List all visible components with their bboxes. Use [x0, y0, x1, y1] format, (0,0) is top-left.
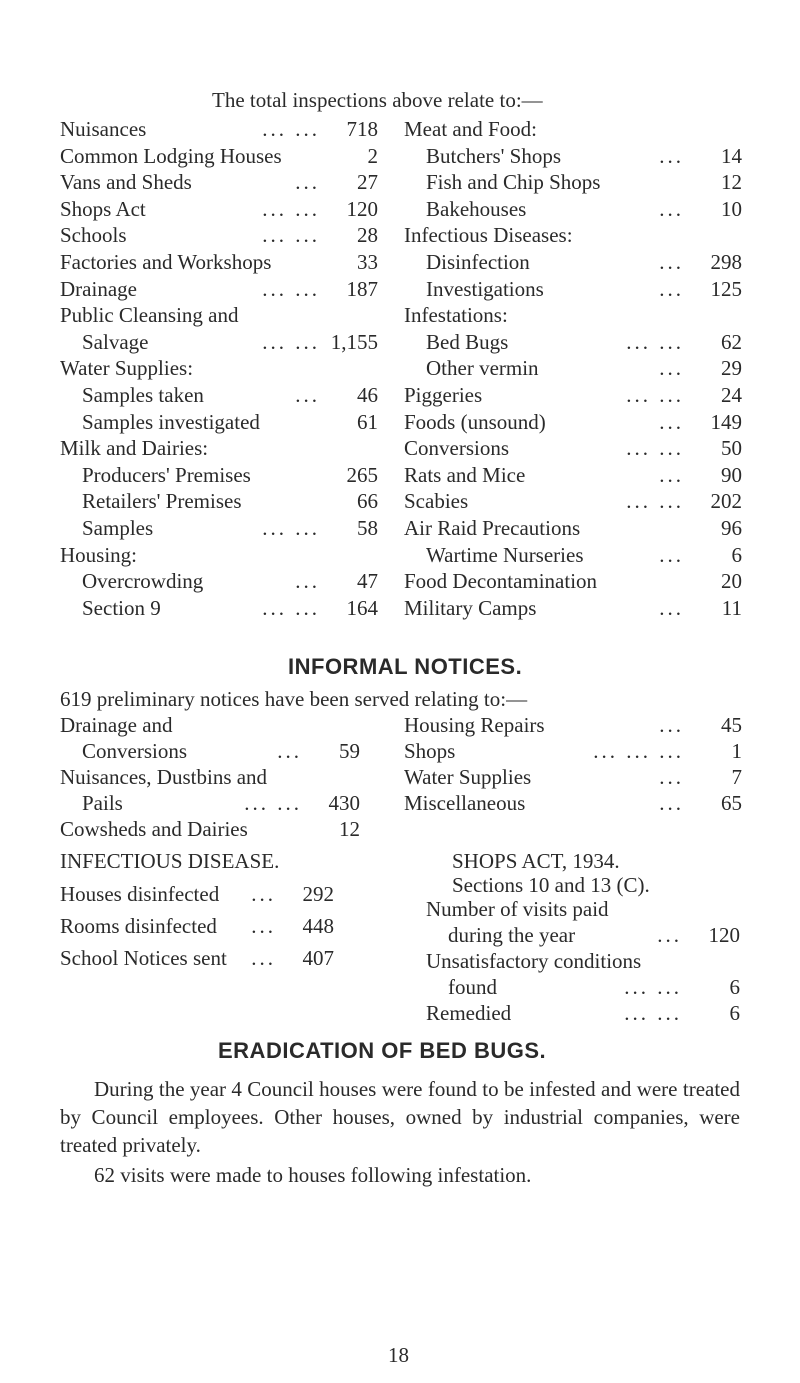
- item-value: 27: [357, 170, 378, 195]
- leader-dots: ...: [295, 170, 320, 195]
- list-item: [60, 488, 378, 515]
- item-label: Bakehouses: [426, 196, 527, 221]
- leader-dots: ... ...: [624, 1001, 682, 1025]
- list-item: [60, 878, 334, 910]
- list-item: [60, 816, 360, 842]
- item-value: 265: [346, 462, 378, 487]
- list-item: [60, 249, 378, 276]
- item-value: 292: [302, 882, 334, 906]
- item-label: Air Raid Precautions: [404, 515, 581, 540]
- item-value: 187: [346, 276, 378, 301]
- bed-bugs-paragraph-1: During the year 4 Council houses were found to be infested and were treated by Council employees. Other houses, owned by industrial companies, were treated privately.: [60, 1077, 740, 1157]
- item-value: 28: [357, 223, 378, 248]
- leader-dots: ...: [295, 569, 320, 594]
- item-label: Shops: [404, 739, 456, 763]
- item-value: 407: [302, 946, 334, 970]
- item-value: 6: [729, 975, 740, 999]
- list-item: [60, 910, 334, 942]
- leader-dots: ...: [659, 276, 684, 301]
- item-label: Section 9: [82, 595, 161, 620]
- item-value: 718: [346, 117, 378, 141]
- leader-dots: ...: [251, 882, 276, 906]
- item-label: Overcrowding: [82, 569, 204, 594]
- item-label: Military Camps: [404, 595, 537, 620]
- item-value: 90: [721, 462, 742, 487]
- item-label: Other vermin: [426, 356, 539, 381]
- item-value: 149: [710, 409, 742, 434]
- item-label: Producers' Premises: [82, 462, 251, 487]
- item-label: Drainage and: [60, 713, 173, 737]
- intro-line: The total inspections above relate to:—: [212, 88, 543, 112]
- item-label: Number of visits paid: [426, 897, 609, 921]
- item-label: Factories and Workshops: [60, 249, 272, 274]
- leader-dots: ...: [659, 791, 684, 815]
- leader-dots: ...: [277, 739, 302, 763]
- list-item: [404, 382, 742, 409]
- item-label: Public Cleansing and: [60, 303, 239, 328]
- item-label: found: [448, 975, 497, 999]
- leader-dots: ... ...: [626, 489, 684, 514]
- item-label: Disinfection: [426, 249, 530, 274]
- list-item: [60, 462, 378, 489]
- list-item: [404, 462, 742, 489]
- item-label: Houses disinfected: [60, 882, 220, 906]
- item-label: Piggeries: [404, 382, 483, 407]
- list-item: [60, 595, 378, 622]
- item-label: Nuisances: [60, 117, 147, 141]
- item-value: 120: [346, 196, 378, 221]
- item-value: 65: [721, 791, 742, 815]
- list-item: [60, 409, 378, 436]
- item-label: Housing:: [60, 542, 138, 567]
- item-label: Conversions: [404, 436, 509, 461]
- item-label: Rooms disinfected: [60, 914, 217, 938]
- item-label: Housing Repairs: [404, 713, 545, 737]
- list-item: [60, 542, 378, 569]
- item-value: 24: [721, 382, 742, 407]
- item-label: Pails: [82, 791, 123, 815]
- bed-bugs-heading: ERADICATION OF BED BUGS.: [218, 1038, 547, 1063]
- leader-dots: ...: [659, 356, 684, 381]
- item-label: Infectious Diseases:: [404, 223, 573, 248]
- item-value: 430: [328, 791, 360, 815]
- list-item: [426, 1000, 740, 1026]
- item-value: 1,155: [330, 329, 378, 354]
- item-label: Infestations:: [404, 303, 508, 328]
- list-item: [404, 169, 742, 196]
- leader-dots: ... ...: [244, 791, 302, 815]
- list-item: [60, 738, 360, 764]
- item-label: Samples: [82, 515, 154, 540]
- item-value: 12: [339, 817, 360, 841]
- item-label: Water Supplies: [404, 765, 532, 789]
- leader-dots: ... ...: [262, 276, 320, 301]
- item-label: Miscellaneous: [404, 791, 526, 815]
- item-label: Vans and Sheds: [60, 170, 192, 195]
- list-item: [404, 249, 742, 276]
- leader-dots: ... ...: [626, 382, 684, 407]
- list-item: [404, 595, 742, 622]
- leader-dots: ...: [657, 923, 682, 947]
- leader-dots: ... ...: [626, 329, 684, 354]
- item-label: Scabies: [404, 489, 469, 514]
- item-value: 20: [721, 569, 742, 594]
- list-item: [404, 196, 742, 223]
- item-value: 96: [721, 515, 742, 540]
- item-label: Schools: [60, 223, 127, 248]
- shops-act-heading: SHOPS ACT, 1934.: [452, 849, 620, 873]
- inspections-left-list: [60, 116, 378, 621]
- leader-dots: ...: [659, 409, 684, 434]
- item-label: Wartime Nurseries: [426, 542, 584, 567]
- leader-dots: ... ... ...: [593, 739, 684, 763]
- leader-dots: ... ...: [626, 436, 684, 461]
- item-label: Food Decontamination: [404, 569, 598, 594]
- leader-dots: ... ...: [624, 975, 682, 999]
- item-label: Salvage: [82, 329, 149, 354]
- item-value: 58: [357, 515, 378, 540]
- leader-dots: ... ...: [262, 515, 320, 540]
- item-label: Retailers' Premises: [82, 489, 242, 514]
- item-label: Water Supplies:: [60, 356, 194, 381]
- item-value: 50: [721, 436, 742, 461]
- item-value: 47: [357, 569, 378, 594]
- item-value: 10: [721, 196, 742, 221]
- item-label: Cowsheds and Dairies: [60, 817, 248, 841]
- item-value: 62: [721, 329, 742, 354]
- leader-dots: ... ...: [262, 196, 320, 221]
- list-item: [60, 116, 378, 143]
- item-value: 1: [731, 739, 742, 763]
- item-label: Drainage: [60, 276, 137, 301]
- leader-dots: ... ...: [262, 223, 320, 248]
- leader-dots: ...: [659, 249, 684, 274]
- item-value: 120: [708, 923, 740, 947]
- list-item: [60, 196, 378, 223]
- bed-bugs-paragraph-2: 62 visits were made to houses following infestation.: [94, 1163, 532, 1187]
- item-value: 11: [721, 595, 742, 620]
- list-item: [60, 435, 378, 462]
- item-label: Conversions: [82, 739, 187, 763]
- list-item: [404, 542, 742, 569]
- item-value: 2: [367, 143, 378, 168]
- item-value: 66: [357, 489, 378, 514]
- leader-dots: ... ...: [262, 595, 320, 620]
- list-item: [404, 712, 742, 738]
- item-value: 45: [721, 713, 742, 737]
- item-label: Remedied: [426, 1001, 512, 1025]
- leader-dots: ...: [295, 382, 320, 407]
- item-label: Foods (unsound): [404, 409, 546, 434]
- item-value: 6: [731, 542, 742, 567]
- informal-notices-intro: 619 preliminary notices have been served relating to:—: [60, 687, 528, 711]
- list-item: [60, 712, 360, 738]
- shops-act-list: [426, 896, 740, 1026]
- inspections-right-list: [404, 116, 742, 621]
- item-value: 125: [710, 276, 742, 301]
- list-item: [404, 116, 742, 143]
- item-label: Bed Bugs: [426, 329, 509, 354]
- list-item: [60, 329, 378, 356]
- list-item: [404, 764, 742, 790]
- list-item: [404, 302, 742, 329]
- item-label: Fish and Chip Shops: [426, 170, 601, 195]
- item-label: Common Lodging Houses: [60, 143, 282, 168]
- leader-dots: ...: [659, 462, 684, 487]
- list-item: [404, 329, 742, 356]
- item-value: 12: [721, 170, 742, 195]
- item-label: Nuisances, Dustbins and: [60, 765, 268, 789]
- leader-dots: ... ...: [262, 329, 320, 354]
- leader-dots: ...: [659, 765, 684, 789]
- leader-dots: ...: [659, 713, 684, 737]
- informal-right-list: [404, 712, 742, 816]
- list-item: [426, 896, 740, 922]
- infectious-disease-heading: INFECTIOUS DISEASE.: [60, 849, 280, 873]
- list-item: [60, 764, 360, 790]
- item-label: Samples taken: [82, 382, 204, 407]
- list-item: [60, 515, 378, 542]
- item-label: during the year: [448, 923, 576, 947]
- item-value: 29: [721, 356, 742, 381]
- item-value: 46: [357, 382, 378, 407]
- list-item: [426, 948, 740, 974]
- list-item: [60, 222, 378, 249]
- item-value: 61: [357, 409, 378, 434]
- list-item: [404, 355, 742, 382]
- list-item: [404, 222, 742, 249]
- item-label: Butchers' Shops: [426, 143, 562, 168]
- item-label: Investigations: [426, 276, 544, 301]
- item-value: 33: [357, 249, 378, 274]
- item-label: Milk and Dairies:: [60, 436, 209, 461]
- item-label: Rats and Mice: [404, 462, 526, 487]
- item-label: Samples investigated: [82, 409, 260, 434]
- leader-dots: ...: [251, 946, 276, 970]
- list-item: [404, 790, 742, 816]
- shops-act-subheading: Sections 10 and 13 (C).: [452, 873, 650, 897]
- list-item: [404, 515, 742, 542]
- leader-dots: ... ...: [262, 117, 320, 141]
- list-item: [60, 942, 334, 974]
- item-value: 7: [731, 765, 742, 789]
- list-item: [60, 143, 378, 170]
- list-item: [404, 568, 742, 595]
- list-item: [404, 738, 742, 764]
- informal-notices-heading: INFORMAL NOTICES.: [288, 654, 523, 679]
- list-item: [60, 355, 378, 382]
- list-item: [426, 974, 740, 1000]
- item-value: 59: [339, 739, 360, 763]
- page-number: 18: [388, 1343, 409, 1367]
- item-value: 202: [710, 489, 742, 514]
- list-item: [426, 922, 740, 948]
- list-item: [404, 409, 742, 436]
- list-item: [60, 568, 378, 595]
- list-item: [60, 790, 360, 816]
- list-item: [60, 169, 378, 196]
- item-value: 164: [346, 595, 378, 620]
- leader-dots: ...: [659, 595, 684, 620]
- list-item: [404, 143, 742, 170]
- item-value: 14: [721, 143, 742, 168]
- leader-dots: ...: [659, 542, 684, 567]
- item-value: 6: [729, 1001, 740, 1025]
- item-label: Meat and Food:: [404, 117, 537, 141]
- list-item: [60, 382, 378, 409]
- leader-dots: ...: [251, 914, 276, 938]
- list-item: [404, 435, 742, 462]
- item-value: 298: [710, 249, 742, 274]
- item-value: 448: [302, 914, 334, 938]
- list-item: [60, 276, 378, 303]
- item-label: Shops Act: [60, 196, 146, 221]
- item-label: School Notices sent: [60, 946, 227, 970]
- list-item: [404, 276, 742, 303]
- infectious-disease-list: [60, 878, 334, 974]
- leader-dots: ...: [659, 143, 684, 168]
- informal-left-list: [60, 712, 360, 842]
- item-label: Unsatisfactory conditions: [426, 949, 642, 973]
- list-item: [404, 488, 742, 515]
- list-item: [60, 302, 378, 329]
- leader-dots: ...: [659, 196, 684, 221]
